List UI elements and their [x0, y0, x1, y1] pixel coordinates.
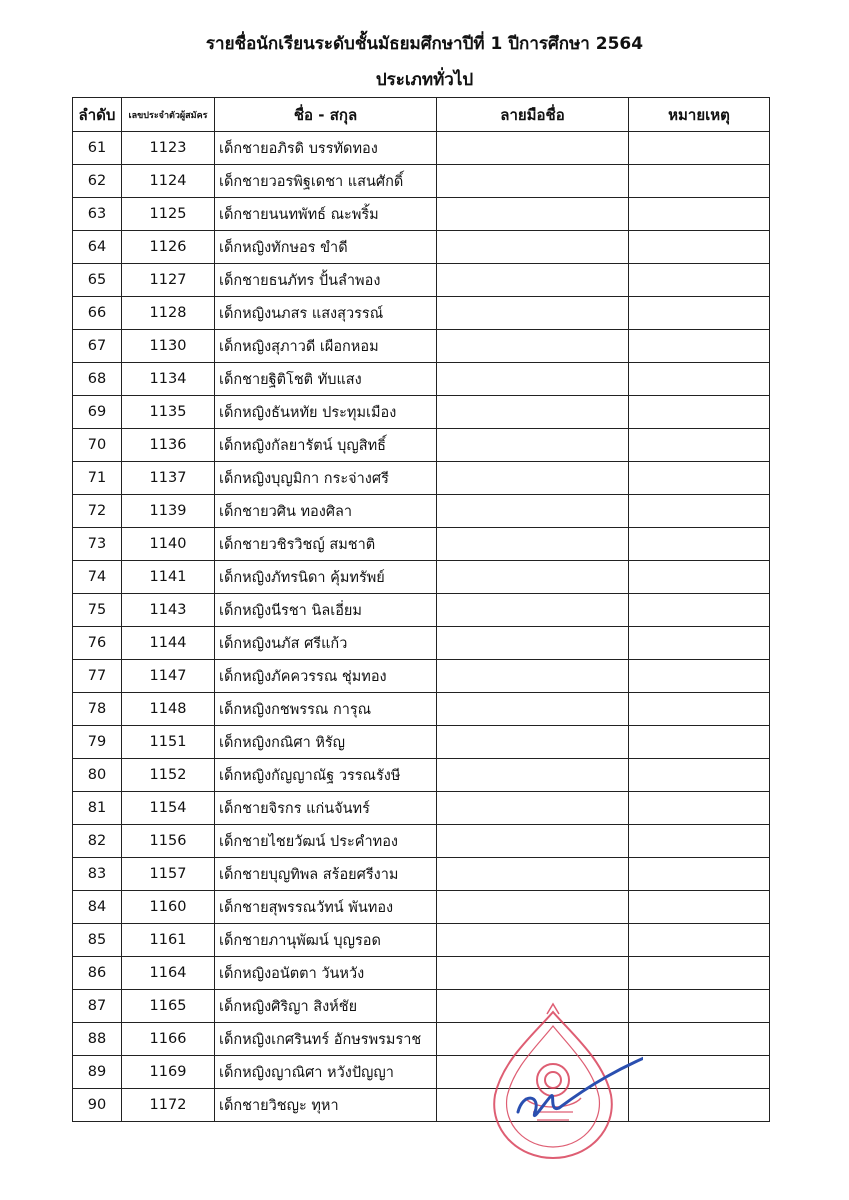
row-number: 67 [73, 330, 122, 363]
row-full-name: เด็กหญิงญาณิศา หวังปัญญา [215, 1056, 437, 1089]
row-number: 88 [73, 1023, 122, 1056]
row-number: 80 [73, 759, 122, 792]
row-full-name: เด็กหญิงธันหทัย ประทุมเมือง [215, 396, 437, 429]
row-number: 63 [73, 198, 122, 231]
row-number: 82 [73, 825, 122, 858]
table-row [73, 726, 770, 759]
table-row [73, 561, 770, 594]
header-number: ลำดับ [73, 98, 122, 132]
row-signature-cell [437, 957, 629, 990]
row-remarks-cell [629, 1089, 770, 1122]
table-row [73, 264, 770, 297]
row-remarks-cell [629, 165, 770, 198]
table-row [73, 924, 770, 957]
row-signature-cell [437, 594, 629, 627]
row-remarks-cell [629, 264, 770, 297]
row-remarks-cell [629, 660, 770, 693]
row-number: 70 [73, 429, 122, 462]
row-signature-cell [437, 363, 629, 396]
row-full-name: เด็กชายสุพรรณวัทน์ พันทอง [215, 891, 437, 924]
row-signature-cell [437, 726, 629, 759]
row-remarks-cell [629, 759, 770, 792]
row-number: 69 [73, 396, 122, 429]
row-full-name: เด็กชายอภิรดิ บรรทัดทอง [215, 132, 437, 165]
table-row [73, 825, 770, 858]
header-remarks: หมายเหตุ [629, 98, 770, 132]
row-number: 89 [73, 1056, 122, 1089]
row-full-name: เด็กหญิงนภสร แสงสุวรรณ์ [215, 297, 437, 330]
row-number: 64 [73, 231, 122, 264]
row-signature-cell [437, 1023, 629, 1056]
row-applicant-id: 1137 [122, 462, 215, 495]
row-signature-cell [437, 660, 629, 693]
row-applicant-id: 1123 [122, 132, 215, 165]
row-number: 73 [73, 528, 122, 561]
row-applicant-id: 1172 [122, 1089, 215, 1122]
table-row [73, 792, 770, 825]
row-applicant-id: 1136 [122, 429, 215, 462]
row-applicant-id: 1135 [122, 396, 215, 429]
header-applicant-id: เลขประจำตัวผู้สมัคร [122, 98, 215, 132]
row-applicant-id: 1141 [122, 561, 215, 594]
row-signature-cell [437, 627, 629, 660]
row-remarks-cell [629, 825, 770, 858]
row-full-name: เด็กหญิงสุภาวดี เผือกหอม [215, 330, 437, 363]
row-applicant-id: 1151 [122, 726, 215, 759]
row-signature-cell [437, 759, 629, 792]
row-remarks-cell [629, 462, 770, 495]
row-applicant-id: 1156 [122, 825, 215, 858]
table-row [73, 660, 770, 693]
row-applicant-id: 1166 [122, 1023, 215, 1056]
table-row [73, 858, 770, 891]
row-remarks-cell [629, 297, 770, 330]
row-full-name: เด็กหญิงกณิศา หิรัญ [215, 726, 437, 759]
table-row [73, 957, 770, 990]
row-signature-cell [437, 396, 629, 429]
row-applicant-id: 1139 [122, 495, 215, 528]
row-applicant-id: 1160 [122, 891, 215, 924]
row-number: 78 [73, 693, 122, 726]
row-applicant-id: 1130 [122, 330, 215, 363]
row-applicant-id: 1127 [122, 264, 215, 297]
row-signature-cell [437, 528, 629, 561]
row-full-name: เด็กหญิงเกศรินทร์ อักษรพรมราช [215, 1023, 437, 1056]
row-applicant-id: 1134 [122, 363, 215, 396]
row-signature-cell [437, 990, 629, 1023]
row-number: 76 [73, 627, 122, 660]
document-subtitle: ประเภททั่วไป [375, 70, 474, 90]
table-row [73, 165, 770, 198]
row-signature-cell [437, 462, 629, 495]
row-full-name: เด็กหญิงบุญมิกา กระจ่างศรี [215, 462, 437, 495]
row-remarks-cell [629, 363, 770, 396]
row-number: 72 [73, 495, 122, 528]
row-signature-cell [437, 297, 629, 330]
row-number: 84 [73, 891, 122, 924]
row-full-name: เด็กหญิงภัทรนิดา คุ้มทรัพย์ [215, 561, 437, 594]
row-remarks-cell [629, 1023, 770, 1056]
row-signature-cell [437, 825, 629, 858]
table-row [73, 1023, 770, 1056]
row-signature-cell [437, 198, 629, 231]
row-applicant-id: 1125 [122, 198, 215, 231]
header-signature: ลายมือชื่อ [437, 98, 629, 132]
row-signature-cell [437, 495, 629, 528]
row-applicant-id: 1169 [122, 1056, 215, 1089]
row-number: 83 [73, 858, 122, 891]
row-full-name: เด็กชายวิชญะ ทุหา [215, 1089, 437, 1122]
table-row [73, 363, 770, 396]
row-number: 87 [73, 990, 122, 1023]
row-full-name: เด็กหญิงอนัตตา วันหวัง [215, 957, 437, 990]
row-full-name: เด็กหญิงทักษอร ขำดี [215, 231, 437, 264]
table-row [73, 528, 770, 561]
row-remarks-cell [629, 231, 770, 264]
row-number: 81 [73, 792, 122, 825]
row-applicant-id: 1157 [122, 858, 215, 891]
row-signature-cell [437, 264, 629, 297]
row-signature-cell [437, 693, 629, 726]
row-applicant-id: 1165 [122, 990, 215, 1023]
row-remarks-cell [629, 561, 770, 594]
row-full-name: เด็กชายวอรพิฐเดชา แสนศักดิ์ [215, 165, 437, 198]
table-row [73, 1056, 770, 1089]
row-applicant-id: 1161 [122, 924, 215, 957]
row-full-name: เด็กชายภานุพัฒน์ บุญรอด [215, 924, 437, 957]
row-signature-cell [437, 165, 629, 198]
table-row [73, 759, 770, 792]
table-row [73, 198, 770, 231]
row-number: 75 [73, 594, 122, 627]
row-remarks-cell [629, 198, 770, 231]
table-row [73, 990, 770, 1023]
row-full-name: เด็กหญิงกชพรรณ การุณ [215, 693, 437, 726]
row-remarks-cell [629, 792, 770, 825]
row-remarks-cell [629, 330, 770, 363]
row-remarks-cell [629, 990, 770, 1023]
row-number: 74 [73, 561, 122, 594]
row-number: 68 [73, 363, 122, 396]
row-remarks-cell [629, 495, 770, 528]
row-signature-cell [437, 792, 629, 825]
row-number: 65 [73, 264, 122, 297]
row-number: 90 [73, 1089, 122, 1122]
row-signature-cell [437, 561, 629, 594]
row-full-name: เด็กชายวชิรวิชญ์ สมชาติ [215, 528, 437, 561]
table-row [73, 132, 770, 165]
document-title: รายชื่อนักเรียนระดับชั้นมัธยมศึกษาปีที่ 1 ปีการศึกษา 2564 [205, 34, 644, 54]
table-row [73, 429, 770, 462]
student-roster-table [72, 97, 770, 1122]
row-remarks-cell [629, 957, 770, 990]
row-full-name: เด็กหญิงกัลยารัตน์ บุญสิทธิ์ [215, 429, 437, 462]
row-full-name: เด็กชายวศิน ทองศิลา [215, 495, 437, 528]
row-number: 79 [73, 726, 122, 759]
table-header-row [73, 98, 770, 132]
row-remarks-cell [629, 396, 770, 429]
row-number: 71 [73, 462, 122, 495]
row-full-name: เด็กหญิงภัคควรรณ ชุ่มทอง [215, 660, 437, 693]
row-remarks-cell [629, 1056, 770, 1089]
row-remarks-cell [629, 132, 770, 165]
table-row [73, 693, 770, 726]
row-number: 62 [73, 165, 122, 198]
row-applicant-id: 1124 [122, 165, 215, 198]
row-applicant-id: 1126 [122, 231, 215, 264]
row-applicant-id: 1144 [122, 627, 215, 660]
row-full-name: เด็กชายบุญทิพล สร้อยศรีงาม [215, 858, 437, 891]
table-row [73, 891, 770, 924]
table-row [73, 462, 770, 495]
row-signature-cell [437, 1056, 629, 1089]
table-body [73, 132, 770, 1122]
row-number: 86 [73, 957, 122, 990]
row-full-name: เด็กหญิงกัญญาณัฐ วรรณรังษี [215, 759, 437, 792]
row-full-name: เด็กหญิงนภัส ศรีแก้ว [215, 627, 437, 660]
row-applicant-id: 1143 [122, 594, 215, 627]
row-remarks-cell [629, 924, 770, 957]
header-full-name: ชื่อ - สกุล [215, 98, 437, 132]
row-full-name: เด็กหญิงศิริญา สิงห์ชัย [215, 990, 437, 1023]
row-applicant-id: 1152 [122, 759, 215, 792]
row-number: 85 [73, 924, 122, 957]
row-remarks-cell [629, 627, 770, 660]
row-applicant-id: 1147 [122, 660, 215, 693]
row-remarks-cell [629, 858, 770, 891]
row-signature-cell [437, 858, 629, 891]
row-signature-cell [437, 924, 629, 957]
row-signature-cell [437, 330, 629, 363]
row-signature-cell [437, 1089, 629, 1122]
row-remarks-cell [629, 594, 770, 627]
row-applicant-id: 1128 [122, 297, 215, 330]
row-remarks-cell [629, 693, 770, 726]
row-applicant-id: 1148 [122, 693, 215, 726]
row-signature-cell [437, 231, 629, 264]
row-remarks-cell [629, 429, 770, 462]
row-number: 66 [73, 297, 122, 330]
row-remarks-cell [629, 726, 770, 759]
row-full-name: เด็กชายนนทพัทธ์ ณะพริ้ม [215, 198, 437, 231]
row-applicant-id: 1154 [122, 792, 215, 825]
table-row [73, 297, 770, 330]
row-full-name: เด็กชายฐิติโชติ ทับแสง [215, 363, 437, 396]
table-row [73, 1089, 770, 1122]
table-row [73, 231, 770, 264]
table-row [73, 396, 770, 429]
row-remarks-cell [629, 528, 770, 561]
table-row [73, 330, 770, 363]
row-full-name: เด็กหญิงนีรชา นิลเอี่ยม [215, 594, 437, 627]
row-remarks-cell [629, 891, 770, 924]
row-number: 61 [73, 132, 122, 165]
table-row [73, 594, 770, 627]
row-signature-cell [437, 132, 629, 165]
row-full-name: เด็กชายจิรกร แก่นจันทร์ [215, 792, 437, 825]
table-row [73, 495, 770, 528]
row-applicant-id: 1140 [122, 528, 215, 561]
row-signature-cell [437, 429, 629, 462]
row-number: 77 [73, 660, 122, 693]
row-signature-cell [437, 891, 629, 924]
row-full-name: เด็กชายไชยวัฒน์ ประคำทอง [215, 825, 437, 858]
row-applicant-id: 1164 [122, 957, 215, 990]
row-full-name: เด็กชายธนภัทร ปั้นลำพอง [215, 264, 437, 297]
table-row [73, 627, 770, 660]
